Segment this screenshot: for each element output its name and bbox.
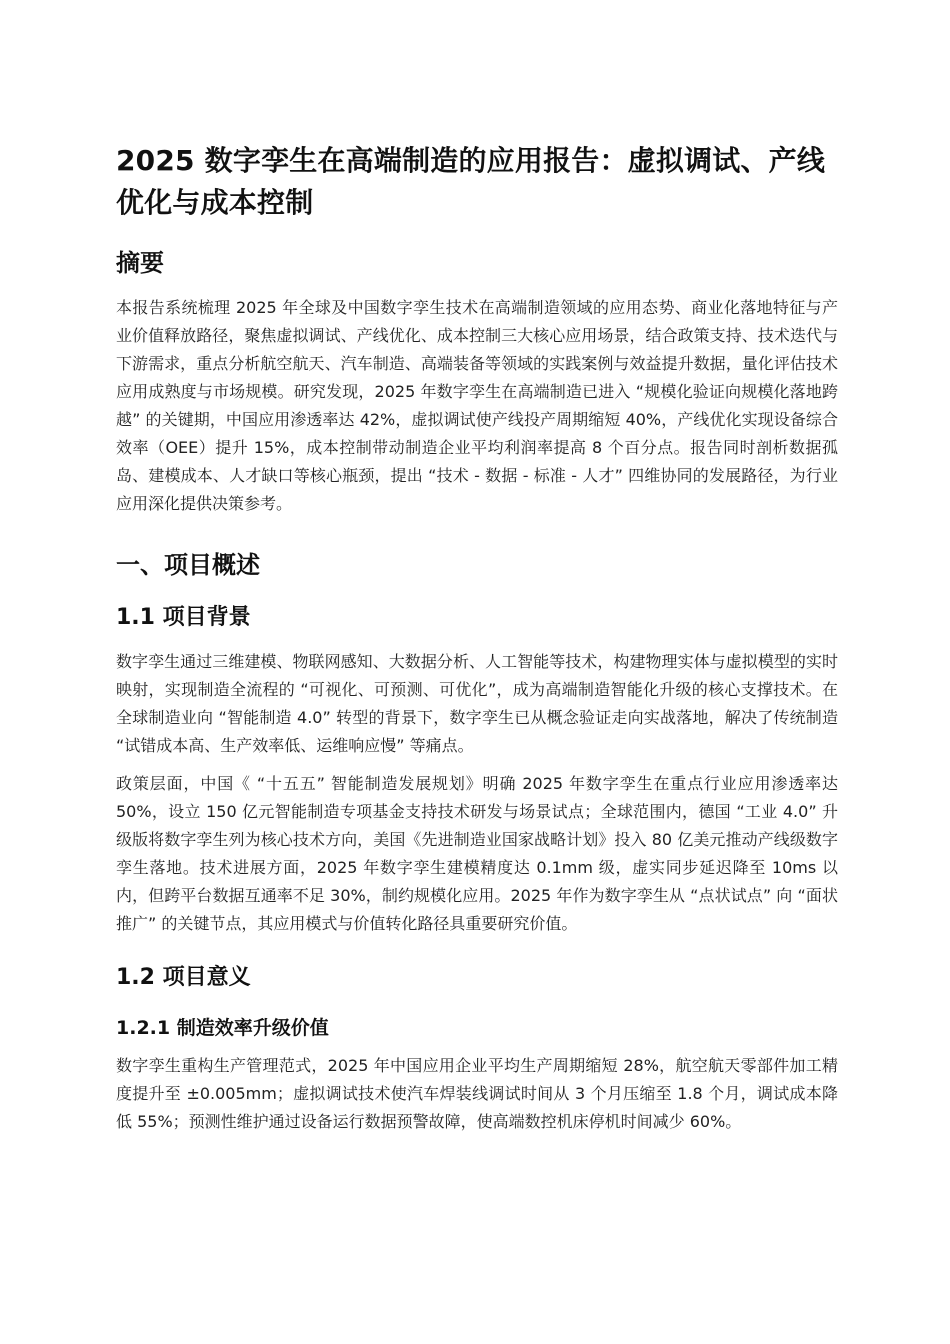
document-page [116, 140, 838, 1146]
document-title: 2025 数字孪生在高端制造的应用报告：虚拟调试、产线优化与成本控制 [116, 144, 826, 219]
section-1-2-heading: 1.2 项目意义 [116, 965, 251, 990]
section-1-1-paragraph-2: 政策层面，中国《 “十五五” 智能制造发展规划》明确 2025 年数字孪生在重点行业应用渗透率达 50%，设立 150 亿元智能制造专项基金支持技术研发与场景试点；全球范围内，德国 “工业 4.0” 升级版将数字孪生列为核心技术方向，美国《先进制造业国家战略计划》投入 80 亿美元推动产线级数字孪生落地。技术进展方面，2025 年数字孪生建模精度达 0.1mm 级，虚实同步延迟降至 10ms 以内，但跨平台数据互通率不足 30%，制约规模化应用。2025 年作为数字孪生从 “点状试点” 向 “面状推广” 的关键节点，其应用模式与价值转化路径具重要研究价值。 [116, 774, 838, 933]
section-1-1-paragraph-1: 数字孪生通过三维建模、物联网感知、大数据分析、人工智能等技术，构建物理实体与虚拟模型的实时映射，实现制造全流程的 “可视化、可预测、可优化”，成为高端制造智能化升级的核心支撑技术。在全球制造业向 “智能制造 4.0” 转型的背景下，数字孪生已从概念验证走向实战落地，解决了传统制造 “试错成本高、生产效率低、运维响应慢” 等痛点。 [116, 652, 838, 755]
section-1-2-1-heading: 1.2.1 制造效率升级价值 [116, 1017, 329, 1039]
section-1-2-1-paragraph-1: 数字孪生重构生产管理范式，2025 年中国应用企业平均生产周期缩短 28%，航空航天零部件加工精度提升至 ±0.005mm；虚拟调试技术使汽车焊装线调试时间从 3 个月压缩至 1.8 个月，调试成本降低 55%；预测性维护通过设备运行数据预警故障，使高端数控机床停机时间减少 60%。 [116, 1056, 838, 1131]
section-1-1-heading: 1.1 项目背景 [116, 605, 251, 630]
abstract-heading: 摘要 [116, 249, 164, 277]
abstract-body: 本报告系统梳理 2025 年全球及中国数字孪生技术在高端制造领域的应用态势、商业化落地特征与产业价值释放路径，聚焦虚拟调试、产线优化、成本控制三大核心应用场景，结合政策支持、技术迭代与下游需求，重点分析航空航天、汽车制造、高端装备等领域的实践案例与效益提升数据，量化评估技术应用成熟度与市场规模。研究发现，2025 年数字孪生在高端制造已进入 “规模化验证向规模化落地跨越” 的关键期，中国应用渗透率达 42%，虚拟调试使产线投产周期缩短 40%，产线优化实现设备综合效率（OEE）提升 15%，成本控制带动制造企业平均利润率提高 8 个百分点。报告同时剖析数据孤岛、建模成本、人才缺口等核心瓶颈，提出 “技术 - 数据 - 标准 - 人才” 四维协同的发展路径，为行业应用深化提供决策参考。 [116, 298, 838, 513]
section-1-heading: 一、项目概述 [116, 551, 260, 579]
